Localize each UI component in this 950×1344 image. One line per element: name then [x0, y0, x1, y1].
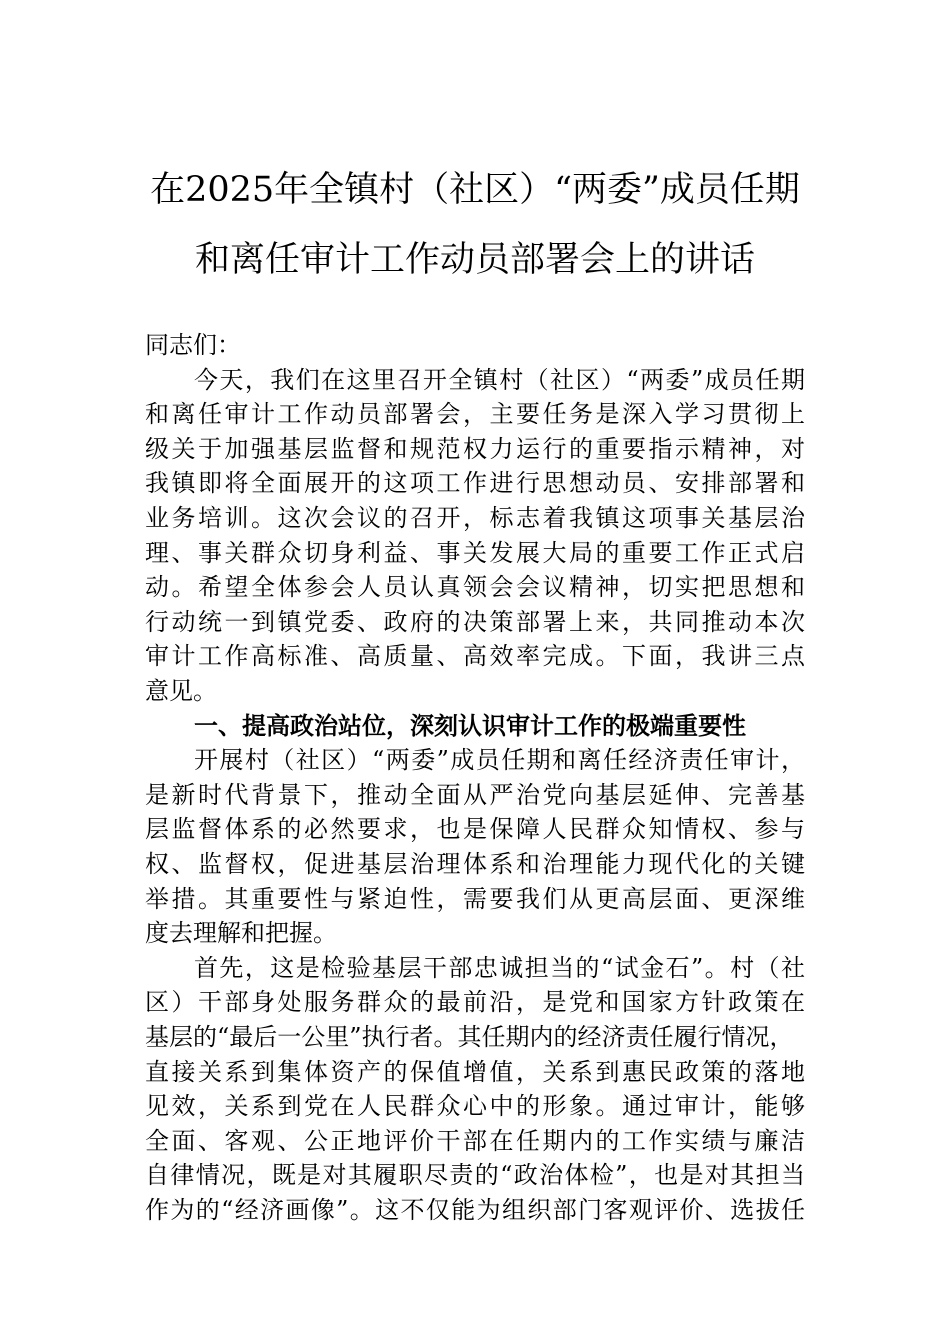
paragraph-line: 见效，关系到党在人民群众心中的形象。通过审计，能够 [145, 1092, 805, 1121]
paragraph-line: 行动统一到镇党委、政府的决策部署上来，共同推动本次 [145, 607, 805, 636]
document-title-line-1: 在2025年全镇村（社区）“两委”成员任期 [150, 170, 800, 210]
paragraph-line: 区）干部身处服务群众的最前沿，是党和国家方针政策在 [145, 988, 805, 1017]
paragraph-line: 和离任审计工作动员部署会，主要任务是深入学习贯彻上 [145, 400, 805, 429]
salutation: 同志们： [145, 331, 241, 359]
paragraph-line: 今天，我们在这里召开全镇村（社区）“两委”成员任期 [194, 365, 805, 394]
paragraph-line: 自律情况，既是对其履职尽责的“政治体检”，也是对其担当 [145, 1161, 805, 1190]
section-heading: 一、提高政治站位，深刻认识审计工作的极端重要性 [194, 710, 746, 740]
paragraph-line: 全面、客观、公正地评价干部在任期内的工作实绩与廉洁 [145, 1126, 805, 1155]
paragraph-line: 是新时代背景下，推动全面从严治党向基层延伸、完善基 [145, 780, 805, 809]
paragraph-line: 动。希望全体参会人员认真领会会议精神，切实把思想和 [145, 573, 805, 602]
paragraph-line: 层监督体系的必然要求，也是保障人民群众知情权、参与 [145, 815, 805, 844]
paragraph-line: 审计工作高标准、高质量、高效率完成。下面，我讲三点 [145, 642, 805, 671]
paragraph-line: 理、事关群众切身利益、事关发展大局的重要工作正式启 [145, 538, 805, 567]
paragraph-line: 意见。 [145, 677, 217, 705]
paragraph-line: 首先，这是检验基层干部忠诚担当的“试金石”。村（社 [194, 953, 805, 982]
paragraph-line: 度去理解和把握。 [145, 919, 337, 948]
paragraph-line: 直接关系到集体资产的保值增值，关系到惠民政策的落地 [145, 1057, 805, 1086]
paragraph-line: 级关于加强基层监督和规范权力运行的重要指示精神，对 [145, 434, 805, 463]
paragraph-line: 业务培训。这次会议的召开，标志着我镇这项事关基层治 [145, 504, 805, 532]
paragraph-line: 开展村（社区）“两委”成员任期和离任经济责任审计， [194, 746, 805, 775]
paragraph-line: 权、监督权，促进基层治理体系和治理能力现代化的关键 [145, 850, 805, 878]
paragraph-line: 作为的“经济画像”。这不仅能为组织部门客观评价、选拔任 [145, 1196, 805, 1224]
document-title-line-2: 和离任审计工作动员部署会上的讲话 [194, 240, 755, 280]
paragraph-line: 基层的“最后一公里”执行者。其任期内的经济责任履行情况， [145, 1023, 794, 1051]
paragraph-line: 举措。其重要性与紧迫性，需要我们从更高层面、更深维 [145, 884, 805, 913]
paragraph-line: 我镇即将全面展开的这项工作进行思想动员、安排部署和 [145, 469, 805, 498]
